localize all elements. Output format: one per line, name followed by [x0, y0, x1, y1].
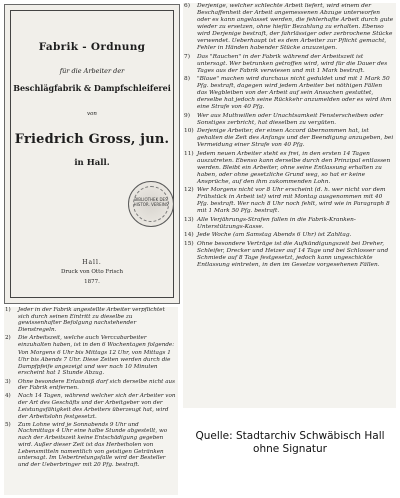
rule-text: Alle Verjährungs-Strafen fallen in die Fabrik-Kranken-Unterstützungs-Kasse. [197, 216, 356, 230]
rule-text: Jeder in der Fabrik angestellte Arbeiter verpflichtet sich durch seinen Eintritt zu dieselbe zu gewissenhafter Befolgung nachstehender Dienstregeln. [18, 307, 165, 334]
factory-name: Beschlägfabrik & Dampfschleiferei [13, 83, 171, 93]
rule-number: 5) [5, 421, 11, 428]
rule-item [183, 187, 396, 215]
rule-text: Ohne besondere Verträge ist die Aufkündigungszeit bei Dreher, Schleifer, Drecker und Heizer auf 14 Tage und bei Schlosser und Schmiede auf 8 Tage festgesetzt, jedoch kann ungeschickte Entlassung eintreten, in den im Gesetze vorgesehenen Fällen. [197, 240, 389, 268]
rule-number: 3) [5, 378, 11, 385]
rule-text: Wer Morgens nicht vor 8 Uhr erscheint (d. h. wer nicht vor dem Frühstück in Arbeit ist) wird mit Montag ausgenommen mit 40 Pfg. bestraft. Wer nach 8 Uhr noch fehlt, wird wie in Paragraph 8 mit 1 Mark 50 Pfg. bestraft. [197, 187, 390, 214]
rule-text: Die Arbeitszeit, welche auch Verccabarbeiter einzuhalten haben, ist in den 6 Wochentagen folgende: [18, 335, 175, 349]
rule-text: Jede Woche (am Samstag Abends 6 Uhr) ist Zahltag. [197, 232, 352, 238]
subtitle-fuer: für die Arbeiter der [59, 67, 125, 75]
source-signature-line: ohne Signatur [253, 443, 327, 455]
rule-item [4, 393, 178, 420]
rule-number: 6) [184, 3, 190, 9]
imprint-year: 1877. [84, 279, 100, 285]
rule-number: 1) [5, 307, 11, 313]
rule-number: 10) [184, 128, 194, 134]
document-heading: Fabrik - Ordnung [38, 41, 146, 53]
rule-number: 15) [184, 240, 194, 247]
rule-item [183, 76, 396, 111]
rule-number: 9) [184, 112, 190, 119]
library-stamp-icon [128, 181, 174, 227]
rule-text: "Blaue" machen wird durchaus nicht geduldet und mit 1 Mark 50 Pfg. bestraft, dagegen wird jedem Arbeiter bei nöthigen Fällen das Wegbleiben von der Arbeit auf sein Ansuchen gestattet, derselbe hat jedoch seine Rückkehr anzumelden oder es wird ihm eine Strafe von 40 Pfg. [197, 76, 392, 110]
location-line: in Hall. [74, 158, 110, 168]
von-label: von [87, 111, 97, 117]
imprint-city: Hall. [82, 259, 102, 266]
rule-number: 13) [184, 216, 194, 223]
rule-text: Ohne besondere Erlaubniß darf sich derselbe nicht aus der Fabrik entfernen. [18, 378, 176, 392]
rule-item [4, 335, 178, 348]
title-page [4, 4, 180, 304]
source-line: Quelle: Stadtarchiv Schwäbisch Hall [195, 430, 385, 442]
rule-item [183, 3, 396, 52]
rule-number: 8) [184, 76, 190, 82]
rule-item [4, 422, 178, 469]
left-text-column [4, 307, 178, 495]
rule-item [183, 128, 396, 149]
rule-item [4, 379, 178, 392]
owner-name: Friedrich Gross, jun. [14, 132, 170, 147]
stamp-text: BIBLIOTHEK DES HISTOR. VEREINS [133, 197, 169, 207]
rule-number: 12) [184, 187, 194, 193]
rule-number: 11) [184, 150, 194, 157]
rule-item [183, 151, 396, 186]
rule-text: Das "Rauchen" in der Fabrik während der Arbeitszeit ist untersagt. Wer betrunken getroffen wird, wird für die Dauer des Tages aus der Fabrik verwiesen und mit 1 Mark bestraft. [197, 53, 388, 74]
rule-number: 2) [5, 335, 11, 342]
imprint-printer: Druck von Otto Frisch [60, 269, 124, 275]
rule-number: 4) [5, 393, 11, 400]
rule-text: Nach 14 Tagen, während welcher sich der Arbeiter von der Art des Geschäfts und der Arbeitgeber von der Leistungsfähigkeit des Arbeiters überzeugt hat, wird der Arbeitslohn festgesetzt. [18, 393, 176, 420]
rule-item [183, 241, 396, 269]
rule-item [183, 113, 396, 127]
rule-item [4, 307, 178, 334]
title-border [10, 10, 174, 298]
rule-item [183, 54, 396, 75]
right-text-column [183, 3, 396, 408]
source-caption [190, 430, 390, 456]
rule-text: Wer aus Muthwillen oder Unachtsamkeit Fensterscheiben oder Sonstiges zerbricht, hat dieselben zu vergüten. [197, 112, 384, 126]
rule-text: Zum Lohne wird je Sonnabends 9 Uhr und Nachmittags 4 Uhr eine halbe Stunde abgestellt, wo nach der Arbeitszeit keine Entschädigung gegeben wird. Außer dieser Zeit ist das Herbeiholen von Lebensmitteln namentlich von geistigen Getränken untersagt. Im Uebertretungsfalle wird der Besteller und der Ueberbringer mit 20 Pfg. bestraft. [18, 421, 168, 468]
rule-text: Derjenige Arbeiter, der einen Accord übernommen hat, ist gehalten die Zeit des Anfangs und der Beendigung anzugeben, bei Vermeidung einer Strafe von 40 Pfg. [197, 128, 394, 148]
rule-text: Derjenige, welcher schlechte Arbeit liefert, wird einem der Beschaffenheit der Arbeit angemessenen Abzuge unterworfen oder es kann angelasset werden, die fehlerhafte Arbeit durch gute wieder zu ersetzen, ohne hiefür Bezahlung zu erhalten. Ebenso wird Derjenige bestraft, der fahrlässiger oder zerbrochene Stücke verwendet. Ueberhaupt ist es dem Arbeiter zur Pflicht gemacht, Fehler in Händen habender Stücke anzuzeigen. [197, 3, 394, 51]
rule-item [183, 232, 396, 239]
rule-text: Von Morgens 6 Uhr bis Mittags 12 Uhr, von Mittags 1 Uhr bis Abends 7 Uhr. Diese Zeiten werden durch die Dampfpfeife angezeigt und wer nach 10 Minuten erscheint hat 1 Stunde Abzug. [18, 350, 171, 377]
rule-text: Jedem neuen Arbeiter steht es frei, in den ersten 14 Tagen auszutreten. Ebenso kann derselbe durch den Prinzipal entlassen werden. Bleibt ein Arbeiter, ohne seine Entlassung erhalten zu haben, oder ohne gesetzliche Grund weg, so hat er keine Ansprüche, auf den ihm zukommenden Lohn. [197, 150, 391, 185]
rule-item [183, 217, 396, 231]
rule-number: 7) [184, 53, 190, 60]
rule-number: 14) [184, 232, 194, 238]
rule-item [4, 350, 178, 377]
